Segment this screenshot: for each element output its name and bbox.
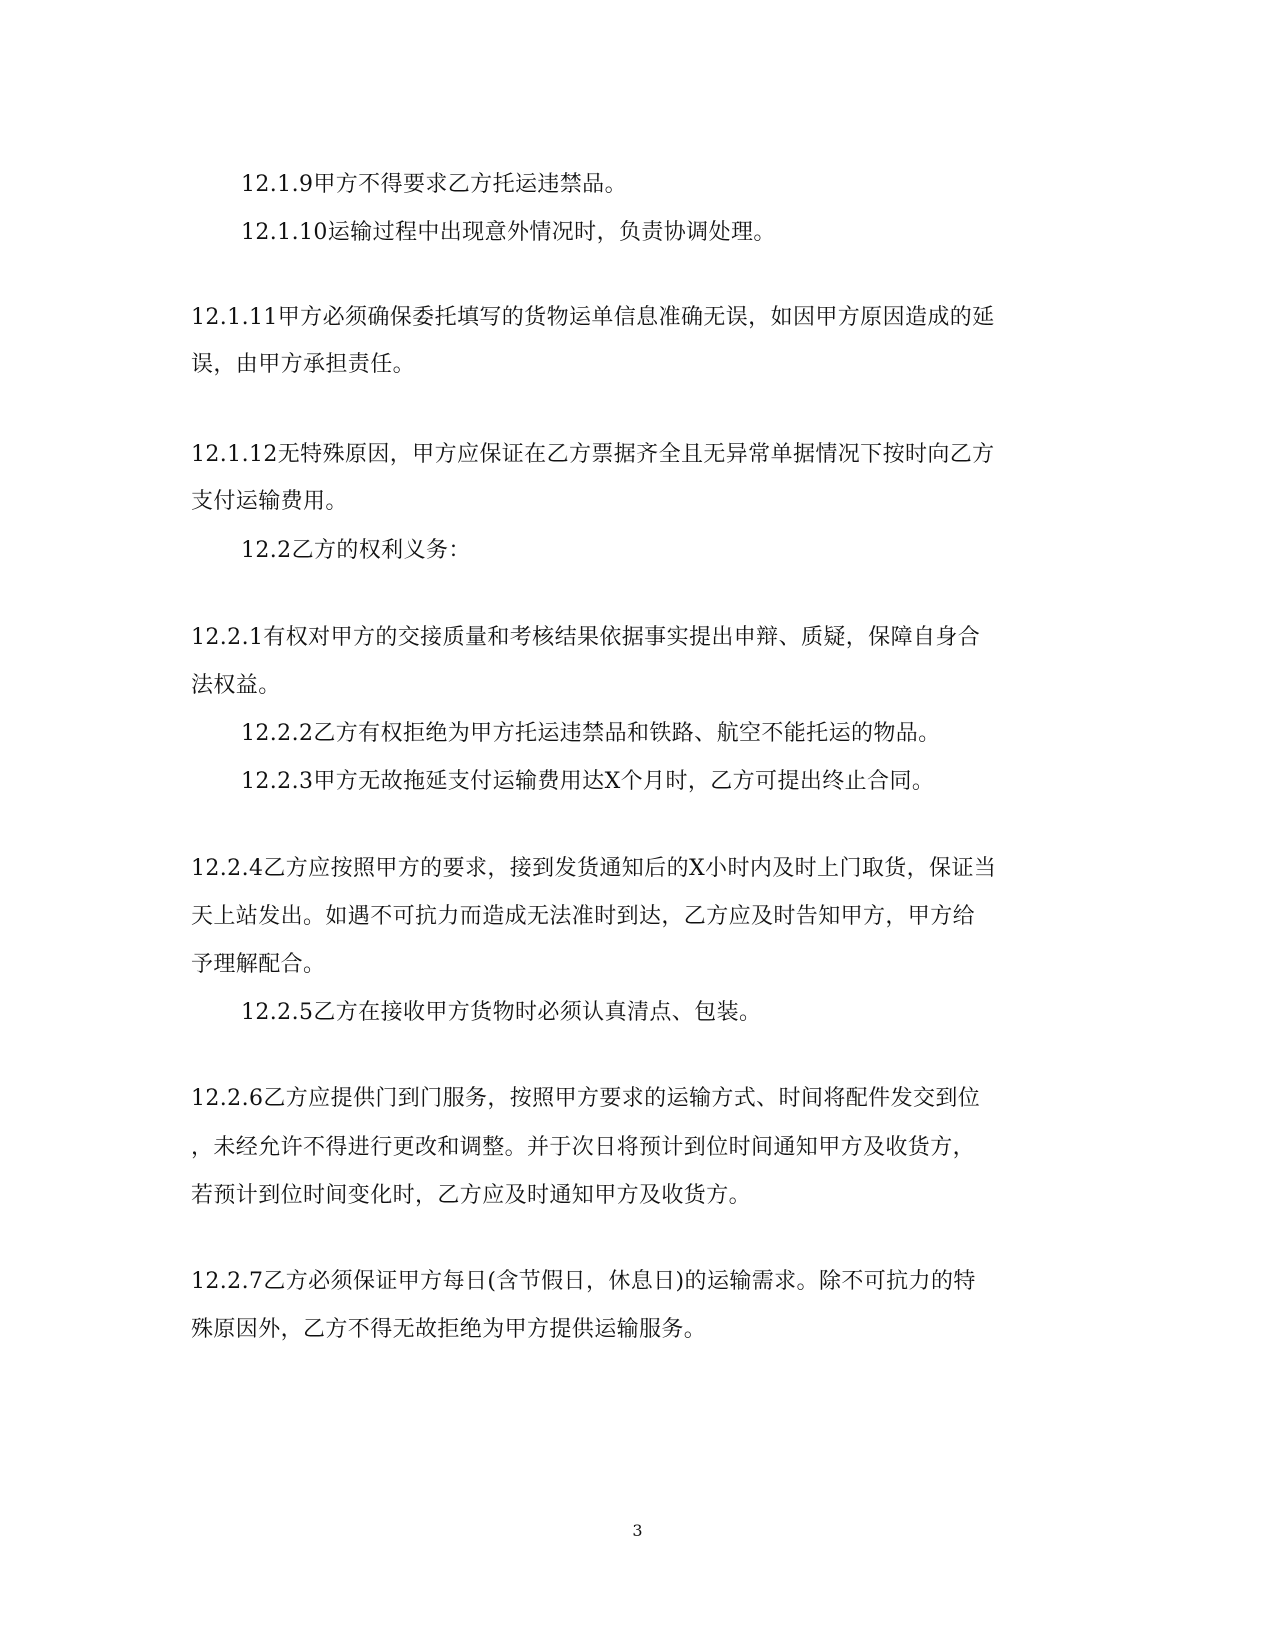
- clause-12-2-6-line-3: 若预计到位时间变化时，乙方应及时通知甲方及收货方。: [191, 1183, 752, 1208]
- clause-12-2-6-line-1: 12.2.6乙方应提供门到门服务，按照甲方要求的运输方式、时间将配件发交到位: [191, 1086, 981, 1111]
- clause-12-2-3: 12.2.3甲方无故拖延支付运输费用达X个月时，乙方可提出终止合同。: [241, 769, 935, 794]
- clause-12-2-6-line-2: ，未经允许不得进行更改和调整。并于次日将预计到位时间通知甲方及收货方，: [191, 1135, 976, 1160]
- clause-12-2-5: 12.2.5乙方在接收甲方货物时必须认真清点、包装。: [241, 1000, 762, 1025]
- clause-12-1-12-line-2: 支付运输费用。: [191, 489, 348, 514]
- clause-12-1-10: 12.1.10运输过程中出现意外情况时，负责协调处理。: [241, 220, 776, 245]
- clause-12-1-11-line-2: 误，由甲方承担责任。: [191, 352, 416, 377]
- clause-12-2-1-line-1: 12.2.1有权对甲方的交接质量和考核结果依据事实提出申辩、质疑，保障自身合: [191, 625, 981, 650]
- clause-12-1-12-line-1: 12.1.12无特殊原因，甲方应保证在乙方票据齐全且无异常单据情况下按时向乙方: [191, 442, 995, 467]
- clause-12-2-2: 12.2.2乙方有权拒绝为甲方托运违禁品和铁路、航空不能托运的物品。: [241, 721, 941, 746]
- clause-12-2-7-line-2: 殊原因外，乙方不得无故拒绝为甲方提供运输服务。: [191, 1317, 707, 1342]
- clause-12-2-4-line-3: 予理解配合。: [191, 952, 326, 977]
- clause-12-1-9: 12.1.9甲方不得要求乙方托运违禁品。: [241, 172, 627, 197]
- clause-12-2-7-line-1: 12.2.7乙方必须保证甲方每日(含节假日，休息日)的运输需求。除不可抗力的特: [191, 1269, 976, 1294]
- clause-12-1-11-line-1: 12.1.11甲方必须确保委托填写的货物运单信息准确无误，如因甲方原因造成的延: [191, 305, 995, 330]
- clause-12-2-1-line-2: 法权益。: [191, 673, 281, 698]
- section-12-2-heading: 12.2乙方的权利义务：: [241, 538, 471, 563]
- clause-12-2-4-line-1: 12.2.4乙方应按照甲方的要求，接到发货通知后的X小时内及时上门取货，保证当: [191, 856, 997, 881]
- page-number: 3: [632, 1521, 643, 1540]
- clause-12-2-4-line-2: 天上站发出。如遇不可抗力而造成无法准时到达，乙方应及时告知甲方，甲方给: [191, 904, 976, 929]
